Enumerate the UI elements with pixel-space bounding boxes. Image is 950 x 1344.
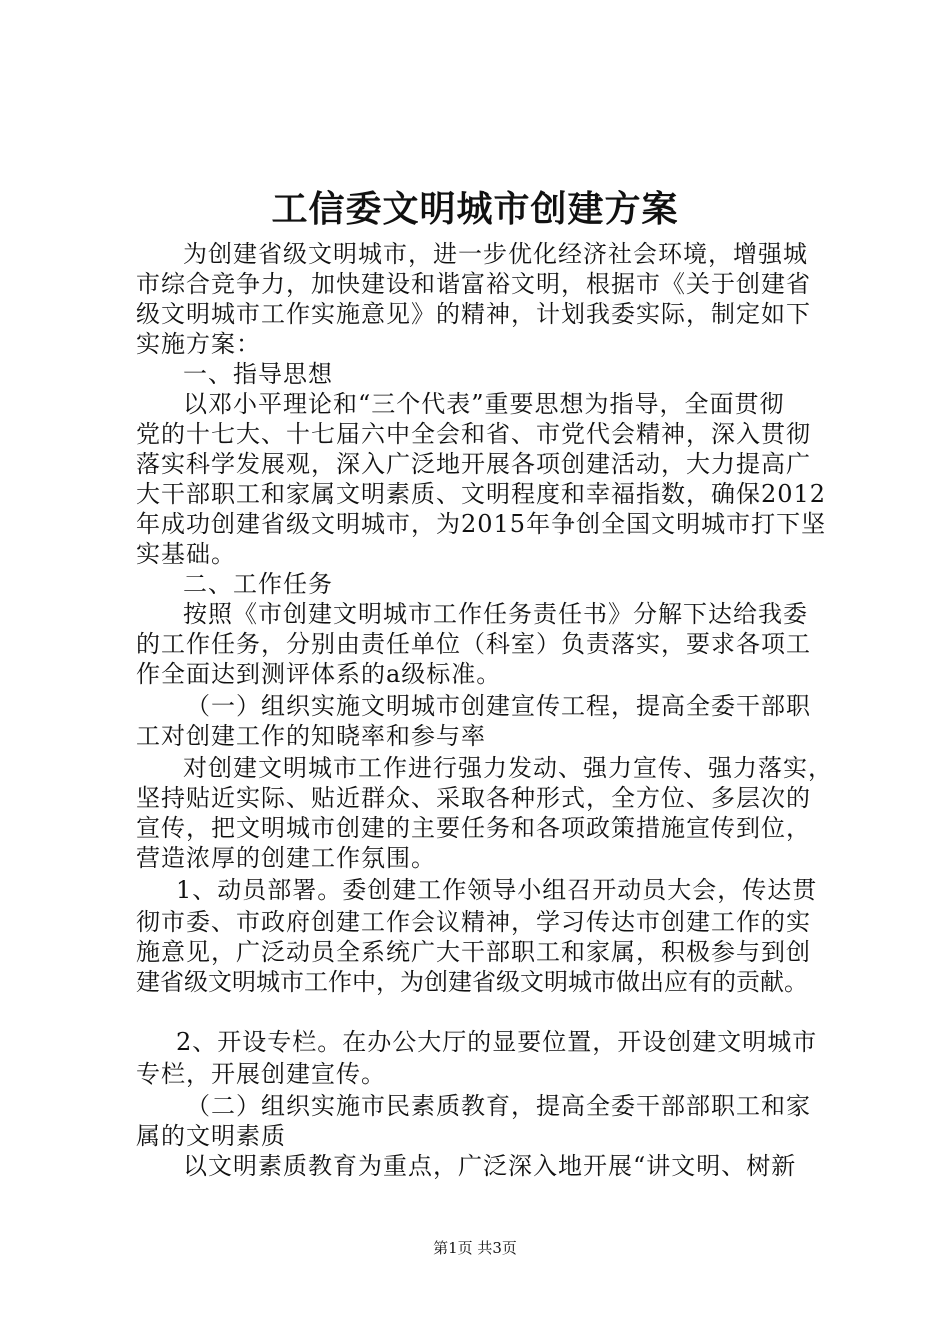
body-line: 施意见，广泛动员全系统广大干部职工和家属，积极参与到创: [136, 938, 811, 966]
body-line: 按照《市创建文明城市工作任务责任书》分解下达给我委: [183, 600, 808, 628]
subsection-heading: （一）组织实施文明城市创建宣传工程，提高全委干部职: [186, 692, 811, 720]
body-line: 落实科学发展观，深入广泛地开展各项创建活动，大力提高广: [136, 450, 811, 478]
body-line: 党的十七大、十七届六中全会和省、市党代会精神，深入贯彻: [136, 420, 811, 448]
body-line: 专栏，开展创建宣传。: [136, 1060, 386, 1088]
section-heading: 一、指导思想: [183, 360, 333, 388]
body-line: 级文明城市工作实施意见》的精神，计划我委实际，制定如下: [136, 300, 811, 328]
body-line: 彻市委、市政府创建工作会议精神，学习传达市创建工作的实: [136, 908, 811, 936]
body-line: 宣传，把文明城市创建的主要任务和各项政策措施宣传到位，: [136, 814, 811, 842]
body-line: 对创建文明城市工作进行强力发动、强力宣传、强力落实，: [183, 754, 833, 782]
body-line: 作全面达到测评体系的a级标准。: [136, 660, 502, 688]
body-line: 为创建省级文明城市，进一步优化经济社会环境，增强城: [183, 240, 808, 268]
subsection-heading: （二）组织实施市民素质教育，提高全委干部部职工和家: [186, 1092, 811, 1120]
body-line: 实基础。: [136, 540, 236, 568]
section-heading: 二、工作任务: [183, 570, 333, 598]
page-number: 第1页 共3页: [433, 1239, 517, 1257]
body-line: 实施方案：: [136, 330, 261, 358]
body-line: 1、动员部署。委创建工作领导小组召开动员大会，传达贯: [176, 876, 818, 904]
body-line: 坚持贴近实际、贴近群众、采取各种形式，全方位、多层次的: [136, 784, 811, 812]
body-line: 建省级文明城市工作中，为创建省级文明城市做出应有的贡献。: [136, 968, 808, 996]
body-line: 市综合竞争力，加快建设和谐富裕文明，根据市《关于创建省: [136, 270, 811, 298]
subsection-heading: 属的文明素质: [136, 1122, 286, 1150]
body-line: 以邓小平理论和“三个代表”重要思想为指导，全面贯彻: [183, 390, 785, 418]
document-title: 工信委文明城市创建方案: [271, 188, 679, 230]
body-line: 大干部职工和家属文明素质、文明程度和幸福指数，确保2012: [136, 480, 827, 508]
body-line: 年成功创建省级文明城市，为2015年争创全国文明城市打下坚: [136, 510, 827, 538]
body-line: 的工作任务，分别由责任单位（科室）负责落实，要求各项工: [136, 630, 811, 658]
body-line: 2、开设专栏。在办公大厅的显要位置，开设创建文明城市: [176, 1028, 818, 1056]
body-line: 营造浓厚的创建工作氛围。: [136, 844, 436, 872]
subsection-heading: 工对创建工作的知晓率和参与率: [136, 722, 486, 750]
body-line: 以文明素质教育为重点，广泛深入地开展“讲文明、树新: [183, 1152, 797, 1180]
